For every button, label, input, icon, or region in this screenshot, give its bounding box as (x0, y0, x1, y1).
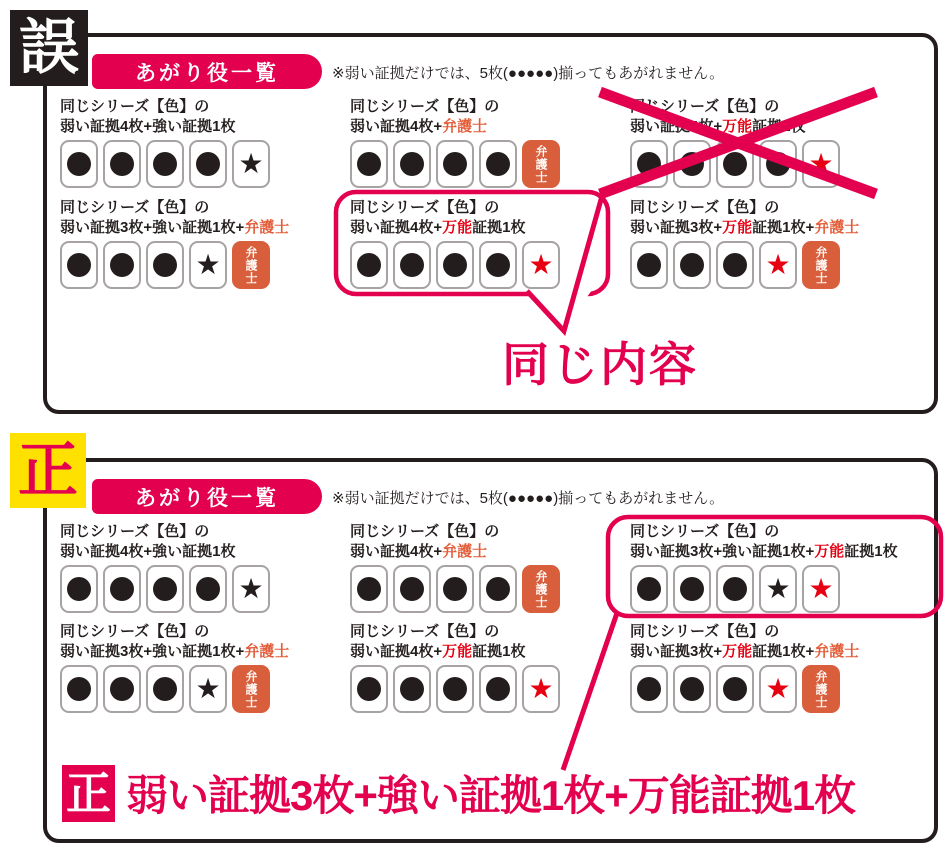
hand-combo (350, 97, 560, 188)
dot-icon (400, 577, 424, 601)
strong-evidence-tile: ★ (189, 665, 227, 713)
weak-evidence-tile (673, 665, 711, 713)
dot-icon (680, 152, 704, 176)
dot-icon (723, 577, 747, 601)
correct-callout-text: 弱い証拠3枚+強い証拠1枚+万能証拠1枚 (126, 772, 856, 819)
weak-evidence-tile (350, 140, 388, 188)
tiles-row (630, 241, 859, 289)
weak-evidence-tile (60, 565, 98, 613)
tiles-row (630, 665, 859, 713)
weak-evidence-tile (436, 565, 474, 613)
combo-label-line1: 同じシリーズ【色】の (630, 199, 780, 216)
weak-evidence-tile (103, 140, 141, 188)
same-content-label: 同じ内容 (502, 338, 698, 391)
dot-icon (196, 577, 220, 601)
combo-label: 同じシリーズ【色】の 弱い証拠3枚+強い証拠1枚+弁護士 (60, 623, 290, 660)
hand-combo-crossed-out (630, 97, 840, 188)
hand-combo (60, 198, 289, 289)
weak-evidence-tile (350, 665, 388, 713)
combo-label-line1: 同じシリーズ【色】の (60, 623, 210, 640)
weak-evidence-tile (479, 140, 517, 188)
dot-icon (357, 577, 381, 601)
weak-evidence-tile (436, 665, 474, 713)
dot-icon (443, 152, 467, 176)
lawyer-tile: 弁護士 (232, 665, 270, 713)
dot-icon (723, 677, 747, 701)
strong-evidence-tile: ★ (232, 140, 270, 188)
weak-evidence-tile (479, 665, 517, 713)
hand-combo (350, 522, 560, 613)
error-stamp: 誤 (10, 10, 88, 86)
combo-label-line1: 同じシリーズ【色】の (350, 523, 500, 540)
dot-icon (680, 577, 704, 601)
strong-evidence-tile: ★ (759, 565, 797, 613)
weak-evidence-tile (189, 140, 227, 188)
almighty-evidence-tile: ★ (759, 665, 797, 713)
dot-icon (153, 577, 177, 601)
combo-label: 同じシリーズ【色】の 弱い証拠4枚+弁護士 (350, 98, 500, 135)
dot-icon (400, 152, 424, 176)
dot-icon (486, 152, 510, 176)
combo-label: 同じシリーズ【色】の 弱い証拠3枚+万能証拠1枚+弁護士 (630, 199, 860, 236)
hand-combo (630, 198, 859, 289)
dot-icon (357, 677, 381, 701)
combo-label: 同じシリーズ【色】の 弱い証拠4枚+強い証拠1枚 (60, 98, 236, 135)
hand-combo (60, 622, 289, 713)
weak-evidence-tile (479, 565, 517, 613)
weak-evidence-tile (630, 565, 668, 613)
lawyer-tile: 弁護士 (802, 241, 840, 289)
combo-label: 同じシリーズ【色】の 弱い証拠4枚+万能証拠1枚 (350, 199, 526, 236)
weak-evidence-tile (103, 565, 141, 613)
combo-label: 同じシリーズ【色】の 弱い証拠4枚+強い証拠1枚 (60, 523, 236, 560)
tiles-row (350, 565, 560, 613)
dot-icon (637, 677, 661, 701)
weak-evidence-tile (60, 140, 98, 188)
dot-icon (486, 253, 510, 277)
dot-icon (400, 253, 424, 277)
tiles-row (630, 140, 840, 188)
tiles-row (350, 665, 560, 713)
tiles-row (630, 565, 898, 613)
tiles-row (350, 140, 560, 188)
dot-icon (357, 152, 381, 176)
correct-stamp: 正 (10, 433, 86, 508)
weak-evidence-tile (103, 665, 141, 713)
weak-evidence-tile (479, 241, 517, 289)
dot-icon (67, 253, 91, 277)
weak-evidence-tile (673, 140, 711, 188)
tiles-row (350, 241, 560, 289)
dot-icon (196, 152, 220, 176)
weak-evidence-tile (436, 241, 474, 289)
combo-label: 同じシリーズ【色】の 弱い証拠4枚+弁護士 (350, 523, 500, 560)
hand-combo (60, 522, 270, 613)
hand-combo (630, 622, 859, 713)
dot-icon (153, 677, 177, 701)
almighty-evidence-tile: ★ (522, 241, 560, 289)
dot-icon (680, 253, 704, 277)
weak-evidence-tile (189, 565, 227, 613)
combo-label-line1: 同じシリーズ【色】の (350, 199, 500, 216)
weak-evidence-tile (60, 665, 98, 713)
dot-icon (110, 577, 134, 601)
weak-evidence-tile (146, 565, 184, 613)
lawyer-tile: 弁護士 (802, 665, 840, 713)
weak-evidence-tile (393, 565, 431, 613)
dot-icon (723, 253, 747, 277)
combo-label-line1: 同じシリーズ【色】の (350, 98, 500, 115)
dot-icon (637, 253, 661, 277)
almighty-evidence-tile: ★ (759, 241, 797, 289)
strong-evidence-tile: ★ (232, 565, 270, 613)
weak-evidence-tile (673, 565, 711, 613)
dot-icon (153, 253, 177, 277)
weak-evidence-tile (60, 241, 98, 289)
dot-icon (680, 677, 704, 701)
dot-icon (110, 152, 134, 176)
weak-evidence-tile (759, 140, 797, 188)
lawyer-tile: 弁護士 (522, 140, 560, 188)
dot-icon (110, 253, 134, 277)
weak-evidence-tile (350, 241, 388, 289)
dot-icon (486, 577, 510, 601)
dot-icon (153, 152, 177, 176)
almighty-evidence-tile: ★ (522, 665, 560, 713)
lawyer-tile: 弁護士 (232, 241, 270, 289)
hand-combo (350, 622, 560, 713)
weak-evidence-tile (630, 241, 668, 289)
dot-icon (400, 677, 424, 701)
combo-label-line1: 同じシリーズ【色】の (630, 523, 780, 540)
combo-label-line1: 同じシリーズ【色】の (630, 98, 780, 115)
dot-icon (67, 577, 91, 601)
hand-combo (60, 97, 270, 188)
section-header-badge (92, 479, 322, 514)
combo-label: 同じシリーズ【色】の 弱い証拠3枚+強い証拠1枚+万能証拠1枚 (630, 523, 898, 560)
weak-evidence-tile (716, 565, 754, 613)
weak-evidence-tile (630, 665, 668, 713)
tiles-row (60, 241, 289, 289)
combo-label: 同じシリーズ【色】の 弱い証拠4枚+万能証拠1枚 (630, 98, 806, 135)
strong-evidence-tile: ★ (189, 241, 227, 289)
hand-combo-highlighted (350, 198, 560, 289)
dot-icon (110, 677, 134, 701)
combo-label-line1: 同じシリーズ【色】の (60, 523, 210, 540)
dot-icon (443, 677, 467, 701)
section-header-badge (92, 54, 322, 89)
weak-evidence-tile (103, 241, 141, 289)
dot-icon (443, 577, 467, 601)
weak-evidence-tile (393, 140, 431, 188)
dot-icon (67, 677, 91, 701)
weak-evidence-tile (146, 241, 184, 289)
section-header-label: あがり役一覧 (135, 486, 279, 510)
correct-callout (62, 763, 855, 823)
dot-icon (357, 253, 381, 277)
weak-evidence-tile (146, 140, 184, 188)
combo-label: 同じシリーズ【色】の 弱い証拠3枚+強い証拠1枚+弁護士 (60, 199, 290, 236)
hand-combo-highlighted (630, 522, 898, 613)
combo-label-line1: 同じシリーズ【色】の (630, 623, 780, 640)
weak-evidence-tile (436, 140, 474, 188)
dot-icon (443, 253, 467, 277)
section-header-label: あがり役一覧 (135, 61, 279, 85)
dot-icon (67, 152, 91, 176)
weak-evidence-tile (716, 241, 754, 289)
almighty-evidence-tile: ★ (802, 565, 840, 613)
weak-evidence-tile (350, 565, 388, 613)
weak-evidence-tile (630, 140, 668, 188)
correct-callout-stamp: 正 (62, 765, 115, 822)
weak-evidence-tile (393, 665, 431, 713)
combo-label: 同じシリーズ【色】の 弱い証拠3枚+万能証拠1枚+弁護士 (630, 623, 860, 660)
combo-label-line1: 同じシリーズ【色】の (60, 98, 210, 115)
dot-icon (486, 677, 510, 701)
note-text: ※弱い証拠だけでは、5枚(●●●●●)揃ってもあがれません。 (332, 490, 725, 507)
dot-icon (637, 577, 661, 601)
dot-icon (766, 152, 790, 176)
almighty-evidence-tile: ★ (802, 140, 840, 188)
combo-label-line1: 同じシリーズ【色】の (350, 623, 500, 640)
tiles-row (60, 665, 289, 713)
tiles-row (60, 140, 270, 188)
note-text: ※弱い証拠だけでは、5枚(●●●●●)揃ってもあがれません。 (332, 65, 725, 82)
dot-icon (723, 152, 747, 176)
weak-evidence-tile (716, 140, 754, 188)
combo-label-line1: 同じシリーズ【色】の (60, 199, 210, 216)
combo-label: 同じシリーズ【色】の 弱い証拠4枚+万能証拠1枚 (350, 623, 526, 660)
lawyer-tile: 弁護士 (522, 565, 560, 613)
weak-evidence-tile (716, 665, 754, 713)
weak-evidence-tile (393, 241, 431, 289)
dot-icon (637, 152, 661, 176)
weak-evidence-tile (146, 665, 184, 713)
tiles-row (60, 565, 270, 613)
weak-evidence-tile (673, 241, 711, 289)
